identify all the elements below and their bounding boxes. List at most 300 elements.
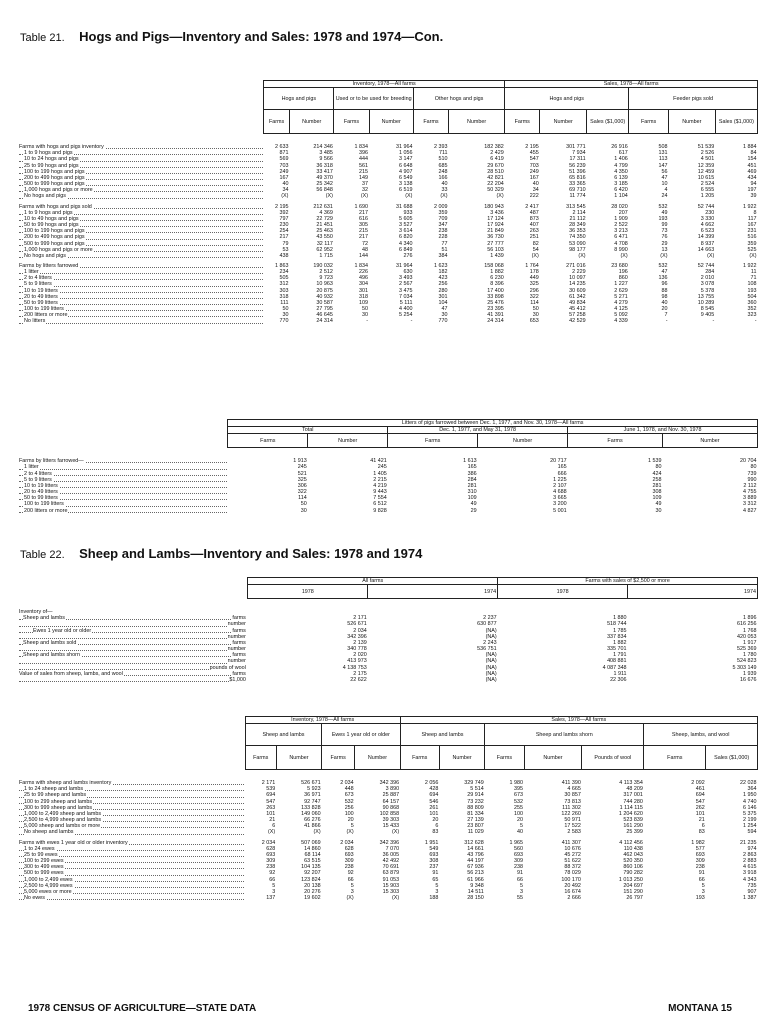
value-cell: 77 <box>441 240 448 247</box>
value-cell: 318 <box>279 293 289 300</box>
value-cell: (X) <box>707 252 715 259</box>
value-cell: 428 <box>429 786 439 793</box>
year-1978: 1978 <box>248 585 368 599</box>
value-cell: 1 104 <box>614 193 628 200</box>
value-cell: 193 <box>747 287 757 294</box>
row-label-text: 1,000 to 2,499 sheep and lambs <box>24 810 102 817</box>
value-cell: 860 106 <box>623 864 643 871</box>
row-label-text: 500 to 999 ewes <box>24 870 64 877</box>
value-cell: 1 980 <box>509 780 524 787</box>
value-cell: 147 <box>658 162 668 169</box>
value-cell: 5 <box>701 882 705 889</box>
row-label-text: 100 to 299 sheep and lambs <box>24 798 93 805</box>
value-cell: 7 <box>664 312 668 319</box>
value-cell: 317 001 <box>623 792 643 799</box>
value-cell: 61 342 <box>569 293 586 300</box>
value-cell: 1 939 <box>743 670 757 677</box>
value-cell: 11 774 <box>569 193 586 200</box>
value-cell: 6 <box>272 823 276 830</box>
table22-number: Table 22. <box>20 549 65 561</box>
value-cell: 507 069 <box>301 839 321 846</box>
value-cell: 7 934 <box>572 150 586 157</box>
value-cell: 2 171 <box>353 615 367 622</box>
value-cell: 31 964 <box>395 262 413 269</box>
t21-breeding-header: Used or to be used for breeding <box>334 88 414 110</box>
value-cell: 2 092 <box>691 780 705 787</box>
value-cell: 3 665 <box>553 495 567 502</box>
value-cell: 48 209 <box>626 786 643 793</box>
value-cell: 5 303 149 <box>732 664 757 671</box>
value-cell: 322 <box>529 293 539 300</box>
value-cell: 1 780 <box>743 652 757 659</box>
value-cell: 55 <box>517 894 524 901</box>
table21-heading: Hogs and Pigs—Inventory and Sales: 1978 and 1974—Con. <box>79 29 444 44</box>
value-cell: 281 <box>652 482 662 489</box>
row-label-text: 50 to 99 hogs and pigs <box>24 222 79 229</box>
value-cell: 7 034 <box>398 293 413 300</box>
value-cell: 5 111 <box>399 299 413 306</box>
value-cell: 16 676 <box>740 676 757 683</box>
value-cell: (X) <box>660 252 668 259</box>
row-unit: number <box>227 646 246 653</box>
value-cell: 630 877 <box>477 621 497 628</box>
value-cell: 2 112 <box>743 482 757 489</box>
row-label-text: No hogs and pigs <box>24 193 66 200</box>
value-cell: 30 <box>300 507 307 514</box>
year-1974: 1974 <box>628 585 758 599</box>
row-label-text: 2,500 to 4,999 sheep and lambs <box>24 817 102 824</box>
col-farms: Farms <box>400 746 439 770</box>
value-cell: 6 146 <box>743 804 757 811</box>
value-cell: 630 <box>403 269 413 276</box>
value-cell: 66 <box>698 876 705 883</box>
value-cell: 2 393 <box>434 144 448 151</box>
value-cell: 47 <box>661 174 668 181</box>
value-cell: 133 828 <box>301 804 321 811</box>
value-cell: 516 <box>747 234 757 241</box>
value-cell: 30 587 <box>316 299 333 306</box>
value-cell: 70 691 <box>382 864 400 871</box>
value-cell: 4 688 <box>553 489 567 496</box>
value-cell: 54 <box>532 246 539 253</box>
value-cell: 3 890 <box>385 786 400 793</box>
value-cell: - <box>410 318 413 325</box>
value-cell: 2 199 <box>743 817 757 824</box>
value-cell: 7 554 <box>373 495 387 502</box>
row-label-text <box>23 621 24 627</box>
value-cell: 49 <box>470 501 477 508</box>
value-cell: 30 <box>282 312 289 319</box>
value-cell: 546 <box>429 798 439 805</box>
value-cell: 73 232 <box>467 798 484 805</box>
col-number: Number <box>355 746 400 770</box>
value-cell: 325 <box>529 281 539 288</box>
t22-ssold-header: Sheep and lambs <box>400 724 485 746</box>
value-cell: (X) <box>749 252 757 259</box>
col-number: Number <box>439 746 484 770</box>
value-cell: 2 863 <box>743 851 757 858</box>
value-cell: 424 <box>652 470 662 477</box>
value-cell: 2 034 <box>353 627 367 634</box>
row-label-text: 50 to 99 litters <box>24 495 58 502</box>
value-cell: 52 744 <box>697 262 715 269</box>
value-cell: - <box>665 318 668 325</box>
value-cell: (X) <box>496 193 504 200</box>
value-cell: 43 550 <box>316 234 333 241</box>
value-cell: 5 <box>435 882 439 889</box>
value-cell: 342 396 <box>379 780 400 787</box>
value-cell: 14 511 <box>467 888 484 895</box>
row-label <box>18 193 264 199</box>
value-cell: 94 <box>750 181 757 188</box>
litters-header: Litters of pigs farrowed between Dec. 1, 1977, and Nov. 30, 1978—All farms <box>228 420 758 427</box>
row-label-text: 25 to 99 sheep and lambs <box>24 792 87 799</box>
value-cell: 359 <box>747 240 757 247</box>
value-cell: 616 <box>359 215 368 222</box>
value-cell: 238 <box>514 864 524 871</box>
value-cell: 873 <box>529 215 539 222</box>
value-cell: 26 916 <box>611 144 628 151</box>
value-cell: 230 <box>279 222 289 229</box>
value-cell: 3 <box>350 888 354 895</box>
value-cell: 26 797 <box>626 894 643 901</box>
value-cell: 109 <box>467 495 477 502</box>
value-cell: 384 <box>438 252 448 259</box>
col-number: Number <box>668 110 715 134</box>
value-cell: 4 343 <box>743 876 757 883</box>
row-label-text: 2,500 to 4,999 ewes <box>24 882 73 889</box>
row-unit: farms <box>232 670 246 677</box>
value-cell: 3 330 <box>700 215 715 222</box>
value-cell: 569 <box>279 156 289 163</box>
t22-2500-header: Farms with sales of $2,500 or more <box>498 578 758 585</box>
value-cell: 217 <box>279 234 289 241</box>
value-cell: 28 150 <box>467 894 484 901</box>
value-cell: 33 898 <box>487 293 504 300</box>
value-cell: (X) <box>440 193 448 200</box>
value-cell: 217 <box>359 234 368 241</box>
value-cell: 50 971 <box>564 817 581 824</box>
value-cell: 36 318 <box>316 162 333 169</box>
value-cell: 335 701 <box>607 646 627 653</box>
value-cell: (X) <box>313 829 321 836</box>
value-cell: 110 438 <box>623 845 643 852</box>
value-cell: 673 <box>514 792 524 799</box>
value-cell: 2 171 <box>261 780 276 787</box>
value-cell: 149 060 <box>301 810 321 817</box>
value-cell: 703 <box>529 162 539 169</box>
col-farms: Farms <box>388 434 478 448</box>
value-cell: 20 492 <box>564 882 581 889</box>
value-cell: 65 816 <box>569 174 586 181</box>
value-cell: 280 <box>438 287 448 294</box>
value-cell: 1 227 <box>614 281 628 288</box>
value-cell: 3 <box>701 888 705 895</box>
row-unit: farms <box>232 652 246 659</box>
t22-sales-header: Sales, 1978—All farms <box>400 717 757 724</box>
value-cell: 6 230 <box>490 275 504 282</box>
value-cell: 709 <box>438 215 448 222</box>
value-cell: (NA) <box>485 670 497 677</box>
value-cell: 193 <box>695 894 705 901</box>
value-cell: 526 671 <box>301 780 321 787</box>
row-label-text: 200 to 499 hogs and pigs <box>24 174 85 181</box>
value-cell: 100 170 <box>561 876 581 883</box>
value-cell: (X) <box>325 193 333 200</box>
value-cell: 2 034 <box>340 780 354 787</box>
value-cell: 577 <box>695 845 705 852</box>
value-cell: 6 549 <box>398 174 413 181</box>
value-cell: 518 744 <box>607 621 627 628</box>
value-cell: 504 <box>747 293 757 300</box>
header-gap <box>18 770 758 781</box>
value-cell: 20 <box>517 817 524 824</box>
value-cell: 3 <box>435 888 439 895</box>
value-cell: 4 400 <box>398 306 413 313</box>
value-cell: 407 <box>529 222 539 229</box>
value-cell: 9 405 <box>700 312 715 319</box>
value-cell: 83 <box>432 829 439 836</box>
value-cell: 352 <box>747 306 757 313</box>
value-cell: - <box>712 318 715 325</box>
value-cell: 423 <box>438 275 448 282</box>
value-cell: 137 <box>266 894 276 901</box>
year-1978: 1978 <box>498 585 628 599</box>
value-cell: 151 290 <box>623 888 643 895</box>
value-cell: 56 <box>661 168 668 175</box>
value-cell: 6 <box>701 823 705 830</box>
value-cell: 1 405 <box>373 470 387 477</box>
value-cell: 46 645 <box>316 312 333 319</box>
row-label-text: No ewes <box>24 894 45 901</box>
value-cell: 744 280 <box>623 798 643 805</box>
value-cell: 1 950 <box>743 792 757 799</box>
value-cell: 1 114 115 <box>619 804 643 811</box>
value-cell: 1 922 <box>743 262 757 269</box>
value-cell: 496 <box>359 275 368 282</box>
value-cell: 41 421 <box>370 458 387 465</box>
value-cell: 10 <box>661 181 668 188</box>
value-cell: 5 <box>520 823 524 830</box>
value-cell: (NA) <box>485 652 497 659</box>
value-cell: 5 <box>520 882 524 889</box>
value-cell: 340 778 <box>347 646 367 653</box>
value-cell: 11 <box>750 269 757 276</box>
value-cell: 8 <box>753 209 757 216</box>
value-cell: 261 <box>429 804 439 811</box>
value-cell: 693 <box>344 851 354 858</box>
value-cell: 14 860 <box>304 845 321 852</box>
row-label-text: 300 to 499 ewes <box>24 864 64 871</box>
value-cell: 694 <box>266 792 276 799</box>
value-cell: 51 396 <box>569 168 586 175</box>
col-number: Number <box>478 434 568 448</box>
value-cell: 64 157 <box>382 798 400 805</box>
value-cell: 22 729 <box>316 215 333 222</box>
value-cell: 4 615 <box>743 864 757 871</box>
value-cell: 96 <box>661 281 668 288</box>
row-label-text: 1 to 9 hogs and pigs <box>24 209 73 216</box>
value-cell: 248 <box>438 168 448 175</box>
value-cell: 39 303 <box>382 817 400 824</box>
value-cell: (X) <box>268 829 276 836</box>
value-cell: 4 340 <box>398 240 413 247</box>
value-cell: 711 <box>438 150 448 157</box>
value-cell: 196 <box>618 269 628 276</box>
value-cell: 3 147 <box>398 156 413 163</box>
value-cell: 693 <box>695 851 705 858</box>
value-cell: 15 903 <box>382 882 400 889</box>
value-cell: - <box>754 318 757 325</box>
value-cell: 10 289 <box>697 299 715 306</box>
row-label-text: 20 to 49 litters <box>24 489 58 496</box>
value-cell: 444 <box>359 156 368 163</box>
value-cell: 50 <box>532 306 539 313</box>
value-cell: 871 <box>279 150 289 157</box>
value-cell: 36 005 <box>382 851 400 858</box>
value-cell: 4 501 <box>700 156 715 163</box>
value-cell: 41 391 <box>487 312 504 319</box>
value-cell: 66 276 <box>304 817 321 824</box>
value-cell: 251 <box>529 234 539 241</box>
value-cell: 408 881 <box>607 658 627 665</box>
value-cell: 82 <box>532 240 539 247</box>
value-cell: 386 <box>467 470 477 477</box>
value-cell: 739 <box>747 470 757 477</box>
value-cell: 50 <box>282 306 289 313</box>
row-label-text: Sheep and lambs sold <box>23 639 77 646</box>
value-cell: 20 704 <box>740 458 757 465</box>
value-cell: 5 378 <box>700 287 715 294</box>
value-cell: 3 312 <box>743 501 757 508</box>
value-cell: 131 <box>658 150 668 157</box>
t22-sheepwool-header: Sheep, lambs, and wool <box>644 724 758 746</box>
value-cell: 165 <box>467 464 477 471</box>
value-cell: 1 785 <box>613 627 627 634</box>
value-cell: 63 879 <box>382 870 400 877</box>
value-cell: 3 <box>520 888 524 895</box>
value-cell: 36 971 <box>304 792 321 799</box>
value-cell: 92 207 <box>304 870 321 877</box>
footer-census-label: 1978 CENSUS OF AGRICULTURE—STATE DATA <box>28 1003 257 1014</box>
value-cell: 524 823 <box>737 658 757 665</box>
value-cell: 165 <box>557 464 567 471</box>
value-cell: 37 <box>362 181 368 188</box>
row-label-text: 1,000 hogs and pigs or more <box>24 187 93 194</box>
row-label-text <box>23 634 24 640</box>
value-cell: 4 755 <box>743 489 757 496</box>
value-cell: 245 <box>377 464 387 471</box>
value-cell: 29 <box>661 240 668 247</box>
row-label-text: 200 litters or more <box>24 507 68 514</box>
value-cell: 13 755 <box>697 293 715 300</box>
value-cell: 10 097 <box>569 275 586 282</box>
value-cell: 91 053 <box>382 876 400 883</box>
value-cell: 2 883 <box>743 858 757 865</box>
value-cell: 628 <box>344 845 354 852</box>
value-cell: 539 <box>266 786 276 793</box>
value-cell: 505 <box>279 275 289 282</box>
value-cell: 2 526 <box>700 150 715 157</box>
value-cell: 20 <box>661 306 668 313</box>
value-cell: 237 <box>429 864 439 871</box>
row-label-text: 1 litter <box>24 269 39 276</box>
value-cell: 617 <box>618 150 628 157</box>
row-label-text: 200 litters or more <box>24 312 68 319</box>
value-cell: 413 973 <box>347 658 367 665</box>
value-cell: 207 <box>618 209 628 216</box>
t21-hogs-header: Hogs and pigs <box>264 88 334 110</box>
value-cell: 11 029 <box>467 829 484 836</box>
row-unit: farms <box>232 627 246 634</box>
row-label-text: Value of sales from sheep, lambs, and wool <box>19 670 123 677</box>
value-cell: 2 056 <box>424 780 439 787</box>
value-cell: 1 254 <box>743 823 757 830</box>
value-cell: 1 922 <box>743 203 757 210</box>
value-cell: 83 <box>698 829 705 836</box>
value-cell: 28 020 <box>611 203 628 210</box>
row-label-text: Ewes 1 year old or older <box>33 627 92 634</box>
value-cell: 234 <box>279 269 289 276</box>
row-label-text: No sheep and lambs <box>24 829 74 836</box>
value-cell: 532 <box>658 203 668 210</box>
value-cell: 1 882 <box>490 269 504 276</box>
value-cell: 532 <box>514 798 524 805</box>
value-cell: (NA) <box>485 633 497 640</box>
row-label-text: Farms by litters farrowed— <box>19 458 84 465</box>
value-cell: 9 566 <box>319 156 333 163</box>
litters-june-header: June 1, 1978, and Nov. 30, 1978 <box>568 427 758 434</box>
value-cell: 2 524 <box>700 181 715 188</box>
value-cell: 25 887 <box>382 792 400 799</box>
value-cell: 166 <box>438 174 448 181</box>
value-cell: 1 406 <box>614 156 628 163</box>
value-cell: 1 884 <box>743 144 757 151</box>
value-cell: 6 471 <box>614 234 628 241</box>
value-cell: 5 254 <box>398 312 413 319</box>
value-cell: 98 177 <box>569 246 586 253</box>
value-cell: 114 <box>298 495 307 502</box>
value-cell: 309 <box>514 858 524 865</box>
value-cell: 56 213 <box>467 870 484 877</box>
row-label-text: 100 to 199 hogs and pigs <box>24 228 85 235</box>
value-cell: 14 663 <box>697 246 715 253</box>
value-cell: 4 708 <box>614 240 628 247</box>
value-cell: 25 476 <box>487 299 504 306</box>
value-cell: 5 <box>350 882 354 889</box>
row-unit: number <box>227 621 246 628</box>
col-number: Number <box>308 434 388 448</box>
value-cell: 8 396 <box>490 281 504 288</box>
value-cell: 1 013 250 <box>618 876 643 883</box>
value-cell: 469 <box>747 168 757 175</box>
row-label-text <box>23 665 24 671</box>
value-cell: 256 <box>438 281 448 288</box>
value-cell: 411 307 <box>561 839 581 846</box>
value-cell: 144 <box>359 252 368 259</box>
value-cell: 263 <box>529 228 539 235</box>
value-cell: 39 <box>750 193 757 200</box>
value-cell: 30 <box>362 312 368 319</box>
value-cell: (X) <box>346 829 354 836</box>
value-cell: 102 858 <box>379 810 400 817</box>
value-cell: 20 875 <box>316 287 333 294</box>
col-farms: Farms <box>264 110 290 134</box>
value-cell: 29 914 <box>467 792 484 799</box>
value-cell: 5 271 <box>614 293 628 300</box>
value-cell: 23 807 <box>467 823 484 830</box>
value-cell: 281 <box>467 482 477 489</box>
